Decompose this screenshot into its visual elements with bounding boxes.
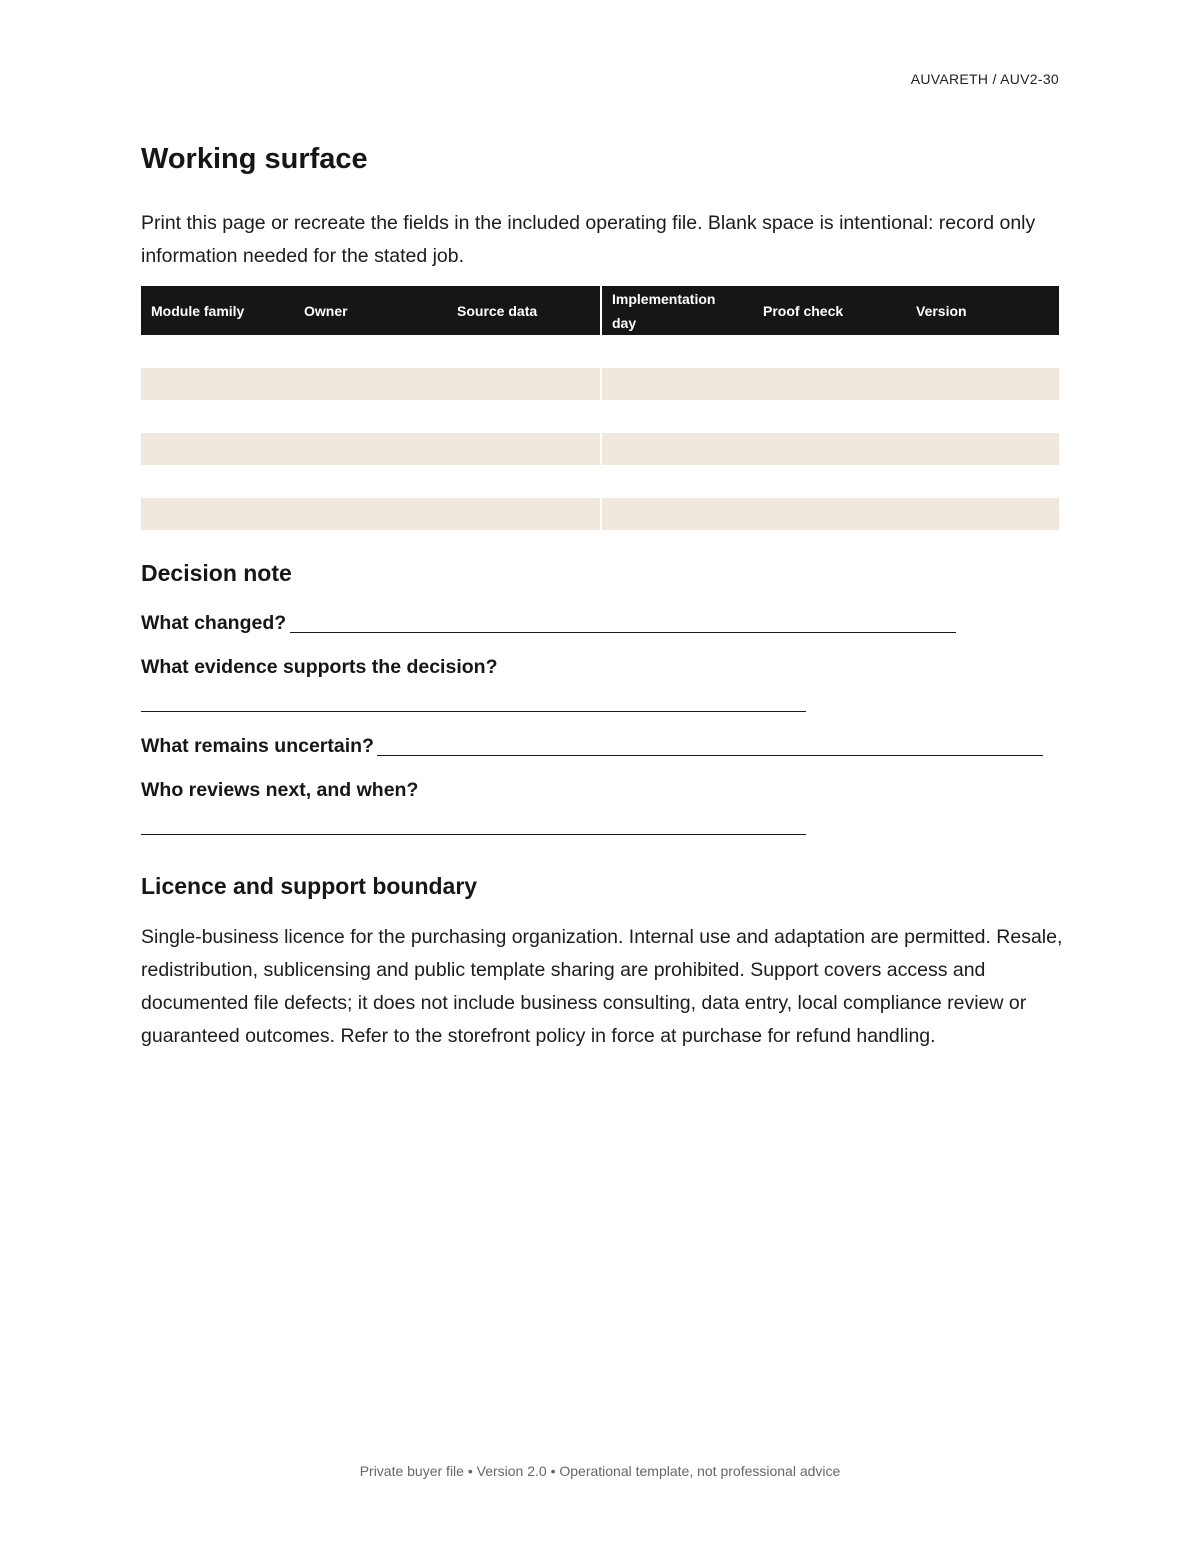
table-row[interactable] (141, 465, 1059, 498)
table-cell[interactable] (600, 465, 1059, 498)
question-what-changed: What changed? (141, 612, 287, 634)
table-cell[interactable] (141, 368, 600, 401)
table-row[interactable] (141, 368, 1059, 401)
column-header: Module family (151, 302, 245, 319)
page-title: Working surface (141, 143, 368, 175)
column-header: Implementation day (600, 286, 753, 335)
column-header: Source data (457, 302, 538, 319)
intro-text: Print this page or recreate the fields in the included operating file. Blank space is intentional: record only information needed for the stated job. (141, 212, 1036, 267)
working-table (141, 286, 1059, 530)
licence-text: Single-business licence for the purchasing organization. Internal use and adaptation are permitted. Resale, redistribution, sublicensing and public template sharing are prohibited. Support covers access and documented file defects; it does not include business consulting, data entry, local compliance review or guaranteed outcomes. Refer to the storefront policy in force at purchase for refund handling. (141, 926, 1063, 1047)
table-cell[interactable] (141, 433, 600, 466)
table-row[interactable] (141, 335, 1059, 368)
question-evidence: What evidence supports the decision? (141, 656, 498, 678)
answer-line-what-changed[interactable] (290, 632, 956, 633)
question-reviews-next: Who reviews next, and when? (141, 779, 419, 801)
table-cell[interactable] (141, 335, 600, 368)
document-code: AUVARETH / AUV2-30 (910, 71, 1059, 87)
answer-line-evidence[interactable] (141, 711, 806, 712)
column-header: Owner (304, 302, 348, 319)
question-uncertain: What remains uncertain? (141, 735, 374, 757)
table-cell[interactable] (600, 400, 1059, 433)
table-cell[interactable] (600, 368, 1059, 401)
answer-line-uncertain[interactable] (377, 755, 1043, 756)
table-cell[interactable] (141, 400, 600, 433)
table-cell[interactable] (600, 335, 1059, 368)
licence-title: Licence and support boundary (141, 873, 478, 899)
answer-line-reviews-next[interactable] (141, 834, 806, 835)
table-cell[interactable] (141, 465, 600, 498)
table-cell[interactable] (600, 433, 1059, 466)
footer-text: Private buyer file • Version 2.0 • Operational template, not professional advice (359, 1463, 841, 1479)
table-row[interactable] (141, 433, 1059, 466)
table-header (141, 286, 1059, 335)
table-row[interactable] (141, 498, 1059, 531)
decision-note-title: Decision note (141, 560, 292, 586)
column-header: Proof check (763, 302, 844, 319)
table-row[interactable] (141, 400, 1059, 433)
table-cell[interactable] (141, 498, 600, 531)
column-header: Version (916, 302, 967, 319)
table-cell[interactable] (600, 498, 1059, 531)
